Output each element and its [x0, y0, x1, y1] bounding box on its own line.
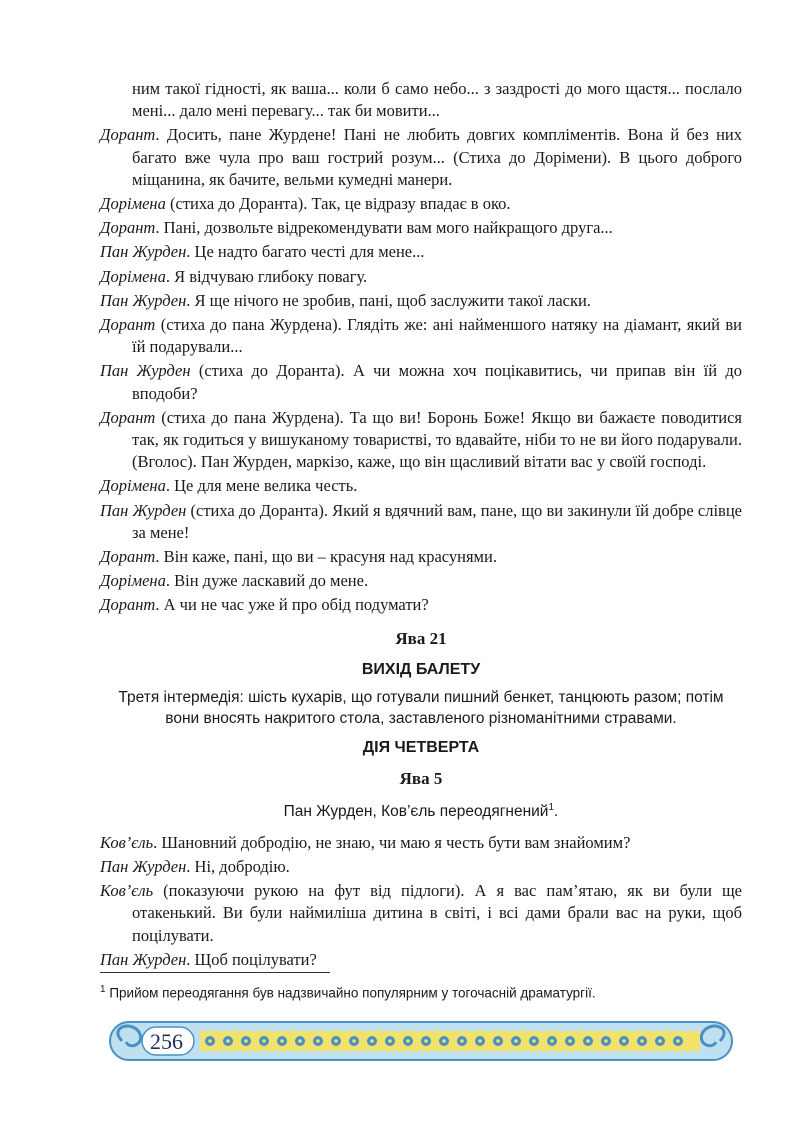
- flower-center: [550, 1039, 554, 1043]
- cast-text: Пан Журден, Ков’єль переодягнений: [283, 802, 549, 820]
- flower-center: [406, 1039, 410, 1043]
- ballet-title: ВИХІД БАЛЕТУ: [361, 660, 481, 678]
- play-text: [100, 78, 742, 973]
- scene-5-title: Ява 5: [399, 768, 443, 788]
- scene-21-title: Ява 21: [395, 628, 447, 648]
- line-text: (стиха до Доранта). Так, це відразу впадає в око.: [165, 194, 511, 214]
- line-text: (стиха до Доранта). Який я вдячний вам, пане, що ви закинули їй добре слівце за мене!: [132, 500, 742, 542]
- flower-center: [226, 1039, 230, 1043]
- line-text: . Він дуже ласкавий до мене.: [165, 571, 369, 591]
- dialogue-line: [100, 217, 742, 239]
- speaker-name: Пан Журден: [100, 949, 187, 969]
- speaker-name: Пан Журден: [100, 361, 191, 381]
- line-text: (стиха до пана Журдена). Та що ви! Боронь Боже! Якщо ви бажаєте поводитися так, як годиться у вишуканому товаристві, то вдавайте, ніби то не ви його подарували. (Вголос). Пан Журден, маркізо, каже, що він щасливий вітати вас у своїй господі.: [132, 407, 742, 472]
- flower-center: [496, 1039, 500, 1043]
- flower-center: [334, 1039, 338, 1043]
- cast-period: .: [554, 802, 559, 820]
- speaker-name: Дорант: [100, 125, 156, 145]
- line-text: . Шановний добродію, не знаю, чи маю я честь бути вам знайомим?: [153, 832, 631, 852]
- line-text: . Щоб поцілувати?: [186, 949, 317, 969]
- line-text: . Це для мене велика честь.: [165, 476, 358, 496]
- speaker-name: Ков’єль: [100, 881, 154, 901]
- dialogue-line: [100, 360, 742, 404]
- dialogue-line: [100, 78, 742, 122]
- speaker-name: Дорант: [100, 595, 156, 615]
- flower-center: [208, 1039, 212, 1043]
- speaker-name: Пан Журден: [100, 242, 187, 262]
- flower-center: [424, 1039, 428, 1043]
- dialogue-line: [100, 241, 742, 263]
- flower-center: [316, 1039, 320, 1043]
- flower-center: [640, 1039, 644, 1043]
- line-text: . Він каже, пані, що ви – красуня над красунями.: [155, 547, 497, 567]
- flower-center: [676, 1039, 680, 1043]
- speaker-name: Дорант: [100, 407, 156, 427]
- speaker-name: Пан Журден: [100, 857, 187, 877]
- flower-center: [244, 1039, 248, 1043]
- decorative-border-ornament: [100, 1018, 742, 1064]
- speaker-name: Дорант: [100, 218, 156, 238]
- dialogue-line: [100, 570, 742, 592]
- footnote-number: 1: [100, 984, 106, 995]
- flower-center: [370, 1039, 374, 1043]
- line-text: (стиха до пана Журдена). Глядіть же: ані найменшого натяку на діамант, який ви їй подарували...: [132, 315, 742, 357]
- speaker-name: Дорант: [100, 547, 156, 567]
- speaker-name: Дорімена: [100, 476, 166, 496]
- speaker-name: Дорант: [100, 315, 156, 335]
- dialogue-line: [100, 124, 742, 191]
- dialogue-line: [100, 193, 742, 215]
- dialogue-line: [100, 314, 742, 358]
- line-text: . Ні, добродію.: [186, 857, 290, 877]
- flower-center: [460, 1039, 464, 1043]
- flower-center: [514, 1039, 518, 1043]
- flower-center: [604, 1039, 608, 1043]
- dialogue-line: [100, 832, 742, 854]
- flower-center: [280, 1039, 284, 1043]
- footnote: [100, 984, 596, 1001]
- dialogue-line: [100, 266, 742, 288]
- act-title: ДІЯ ЧЕТВЕРТА: [362, 738, 480, 756]
- flower-center: [658, 1039, 662, 1043]
- page-number: 256: [150, 1029, 183, 1054]
- footnote-divider: [100, 972, 330, 973]
- flower-center: [532, 1039, 536, 1043]
- cast-line: [100, 797, 742, 822]
- line-text: . Це надто багато честі для мене...: [186, 242, 425, 262]
- flower-center: [262, 1039, 266, 1043]
- speaker-name: Пан Журден: [100, 290, 187, 310]
- dialogue-line: [100, 475, 742, 497]
- flower-center: [442, 1039, 446, 1043]
- line-text: (показуючи рукою на фут від підлоги). А я вас пам’ятаю, як ви були ще отакенький. Ви були наймиліша дитина в світі, і всі дами брали вас на руки, щоб поцілувати.: [132, 881, 742, 945]
- dialogue-line: [100, 500, 742, 544]
- line-text: ним такої гідності, як ваша... коли б само небо... з заздрості до мого щастя... послало мені... дало мені перевагу... так би мовити...: [132, 79, 742, 121]
- flower-center: [586, 1039, 590, 1043]
- line-text: . Досить, пане Журдене! Пані не любить довгих компліментів. Вона й без них багато вже чула про ваш гострий розум... (Стиха до Дорімени). В цього доброго міщанина, як бачите, вельми кумедні манери.: [132, 125, 742, 189]
- speaker-name: Пан Журден: [100, 500, 187, 520]
- speaker-name: Дорімена: [100, 571, 166, 591]
- flower-center: [478, 1039, 482, 1043]
- speaker-name: Дорімена: [100, 194, 166, 214]
- dialogue-line: [100, 880, 742, 947]
- dialogue-line: [100, 290, 742, 312]
- dialogue-line: [100, 407, 742, 474]
- line-text: (стиха до Доранта). А чи можна хоч поцікавитись, чи припав він їй до вподоби?: [132, 361, 742, 403]
- line-text: . А чи не час уже й про обід подумати?: [155, 595, 429, 615]
- dialogue-line: [100, 949, 742, 971]
- dialogue-line: [100, 546, 742, 568]
- footnote-text: Прийом переодягання був надзвичайно популярним у тогочасній драматургії.: [105, 985, 596, 1001]
- ballet-description: Третя інтермедія: шість кухарів, що готували пишний бенкет, танцюють разом; потім вони вносять накритого стола, заставленого різноманітними стравами.: [118, 688, 724, 727]
- dialogue-line: [100, 856, 742, 878]
- flower-center: [568, 1039, 572, 1043]
- flower-center: [388, 1039, 392, 1043]
- flower-center: [298, 1039, 302, 1043]
- line-text: . Пані, дозвольте відрекомендувати вам мого найкращого друга...: [155, 218, 613, 238]
- line-text: . Я відчуваю глибоку повагу.: [165, 266, 368, 286]
- dialogue-line: [100, 594, 742, 616]
- speaker-name: Дорімена: [100, 266, 166, 286]
- speaker-name: Ков’єль: [100, 832, 154, 852]
- footnote-marker: 1: [548, 801, 555, 813]
- line-text: . Я ще нічого не зробив, пані, щоб заслужити такої ласки.: [186, 290, 591, 310]
- flower-center: [352, 1039, 356, 1043]
- flower-center: [622, 1039, 626, 1043]
